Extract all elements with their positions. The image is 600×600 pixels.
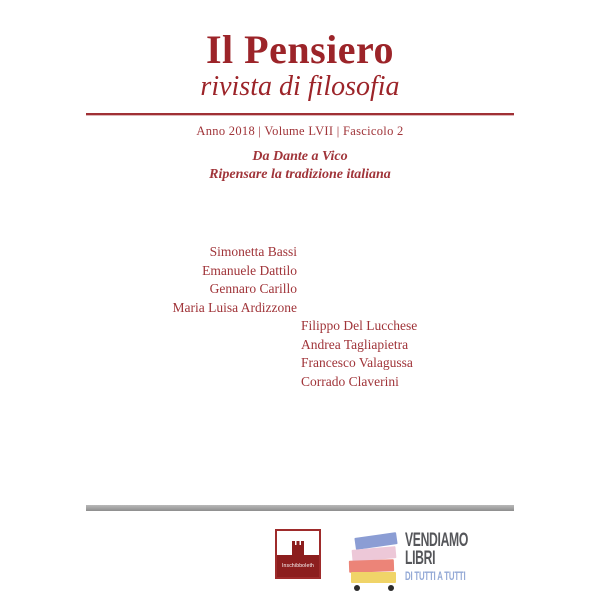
- authors-group-right: [301, 317, 600, 391]
- tower-icon: [292, 541, 304, 555]
- publisher-logo-name: Inschibboleth: [277, 555, 319, 577]
- issue-info: Anno 2018 | Volume LVII | Fascicolo 2: [196, 124, 404, 138]
- cart-wheel-icon: [354, 585, 360, 591]
- author-name: Simonetta Bassi: [209, 244, 297, 259]
- author-name: Gennaro Carillo: [209, 281, 297, 296]
- cart-wheel-icon: [388, 585, 394, 591]
- authors-group-left: [0, 243, 297, 317]
- book-spine-icon: [349, 559, 394, 573]
- author-name: Corrado Claverini: [301, 373, 399, 389]
- issue-theme-line-1: Da Dante a Vico: [252, 149, 348, 164]
- publisher-logo: [275, 529, 321, 579]
- cover-bottom-edge: [86, 505, 514, 511]
- title-divider-rule: [86, 113, 514, 115]
- book-spine-icon: [351, 572, 396, 583]
- author-name: Emanuele Dattilo: [202, 262, 297, 278]
- author-name: Filippo Del Lucchese: [301, 318, 418, 333]
- journal-subtitle: rivista di filosofia: [200, 71, 400, 102]
- publisher-logo-frame: [277, 531, 319, 555]
- issue-theme-line-2: Ripensare la tradizione italiana: [209, 167, 391, 182]
- journal-title: Il Pensiero: [205, 27, 395, 72]
- author-name: Maria Luisa Ardizzone: [172, 299, 297, 315]
- seller-name-line-2: LIBRI: [405, 548, 436, 569]
- author-name: Andrea Tagliapietra: [301, 336, 409, 352]
- author-name: Francesco Valagussa: [301, 355, 413, 370]
- seller-badge: [344, 524, 474, 594]
- seller-name-line-1: VENDIAMO: [405, 530, 468, 551]
- seller-tagline: DI TUTTI A TUTTI: [405, 571, 466, 583]
- seller-name: [405, 532, 503, 568]
- authors-list: [0, 243, 600, 391]
